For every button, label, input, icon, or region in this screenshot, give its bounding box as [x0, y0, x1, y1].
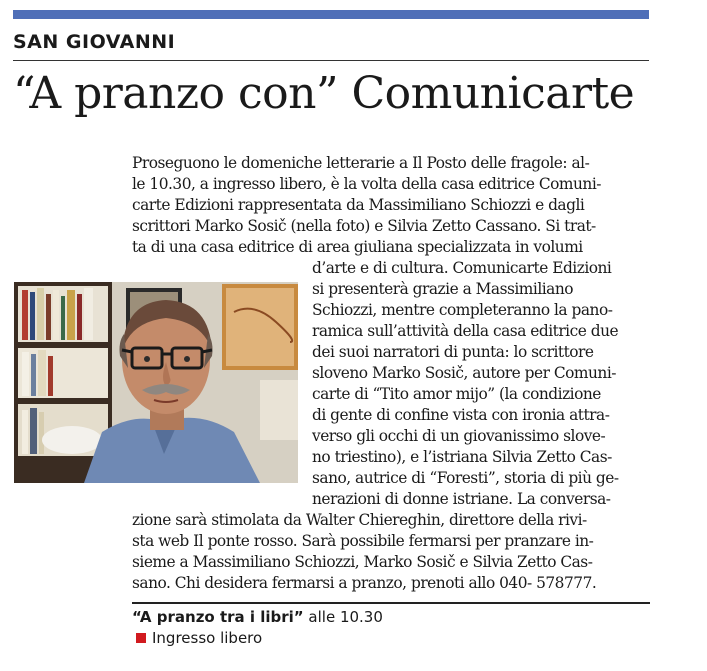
body-line: le 10.30, a ingresso libero, è la volta della casa editrice Comuni- [132, 175, 601, 193]
body-line: carte Edizioni rappresentata da Massimiliano Schiozzi e dagli [132, 196, 585, 214]
body-line: carte di “Tito amor mijo” (la condizione [312, 385, 601, 403]
body-text-bottom [132, 489, 652, 594]
body-line: ramica sull’attività della casa editrice due [312, 322, 619, 340]
headline: “A pranzo con” Comunicarte [13, 68, 635, 119]
body-line: nerazioni di donne istriane. La conversa- [312, 490, 611, 508]
body-line: zione sarà stimolata da Walter Chiereghin, direttore della rivi- [132, 511, 587, 529]
body-line: di gente di confine vista con ironia attra- [312, 406, 610, 424]
author-photo [14, 282, 298, 483]
body-line: sano. Chi desidera fermarsi a pranzo, prenoti allo 040- 578777. [132, 574, 597, 592]
body-line: sta web Il ponte rosso. Sarà possibile fermarsi per pranzare in- [132, 532, 594, 550]
body-text-side [312, 258, 652, 489]
body-line: sloveno Marko Sosič, autore per Comuni- [312, 364, 616, 382]
info-box-title [132, 608, 383, 626]
event-time: alle 10.30 [303, 608, 383, 626]
body-line: verso gli occhi di un giovanissimo slove- [312, 427, 606, 445]
body-line: dei suoi narratori di punta: lo scrittore [312, 343, 594, 361]
body-line: d’arte e di cultura. Comunicarte Edizioni [312, 259, 612, 277]
kicker-rule [13, 60, 649, 61]
info-box-note [136, 629, 262, 647]
section-kicker: SAN GIOVANNI [13, 31, 176, 53]
body-line: si presenterà grazie a Massimiliano [312, 280, 574, 298]
info-box-rule [132, 602, 650, 604]
body-line: no triestino), e l’istriana Silvia Zetto Cas- [312, 448, 612, 466]
red-square-bullet-icon [136, 633, 146, 643]
body-line: sano, autrice di “Foresti”, storia di più ge- [312, 469, 619, 487]
body-line: Proseguono le domeniche letterarie a Il Posto delle fragole: al- [132, 154, 590, 172]
event-name: “A pranzo tra i libri” [132, 608, 304, 626]
top-rule [13, 10, 649, 19]
body-text-top [132, 153, 652, 258]
author-photo-illustration [14, 282, 298, 483]
body-line: Schiozzi, mentre completeranno la pano- [312, 301, 613, 319]
entry-note: Ingresso libero [152, 629, 263, 647]
body-line: scrittori Marko Sosič (nella foto) e Silvia Zetto Cassano. Si trat- [132, 217, 596, 235]
body-line: sieme a Massimiliano Schiozzi, Marko Sosič e Silvia Zetto Cas- [132, 553, 593, 571]
body-line: ta di una casa editrice di area giuliana specializzata in volumi [132, 238, 583, 256]
